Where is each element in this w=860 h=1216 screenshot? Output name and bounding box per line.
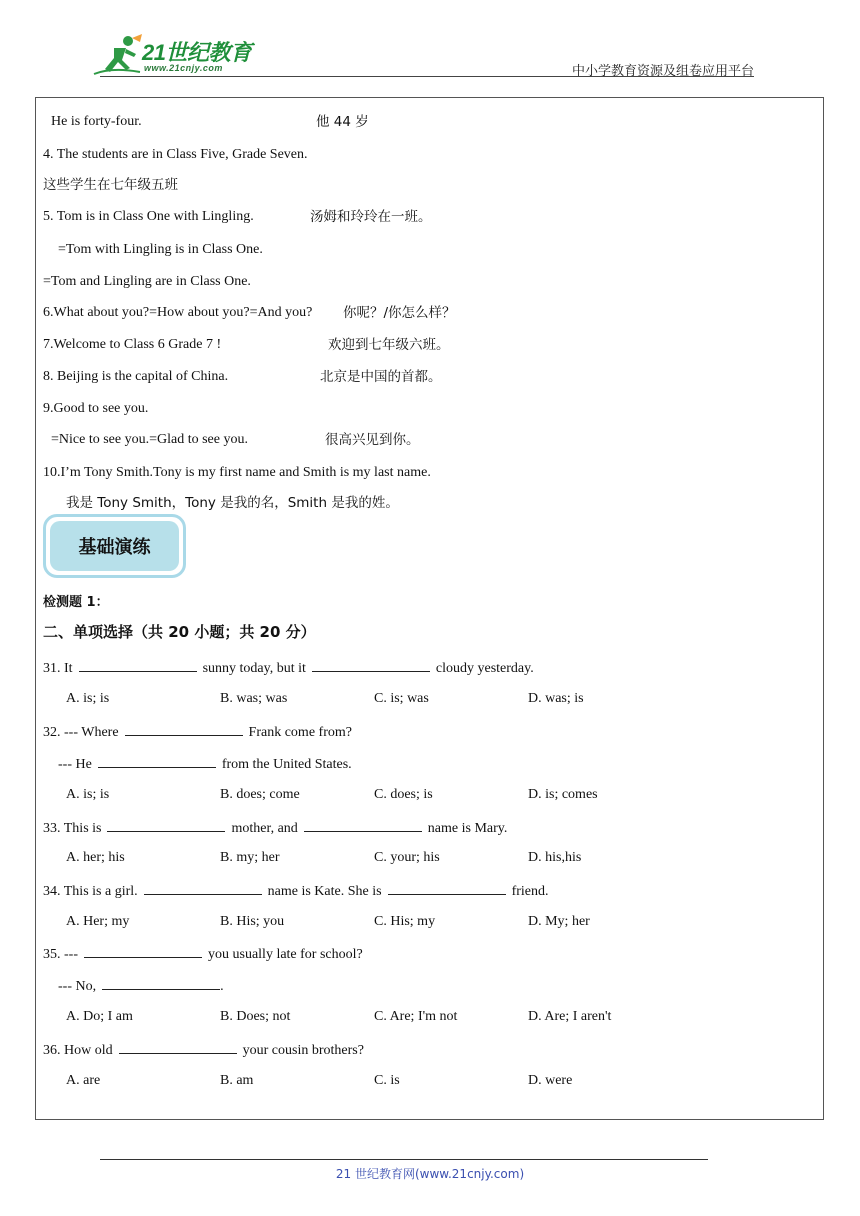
test-label bbox=[43, 593, 109, 612]
q31-option-b[interactable]: B. was; was bbox=[220, 691, 288, 706]
header-platform-text: 中小学教育资源及组卷应用平台 bbox=[571, 64, 754, 79]
q34-part-b: name is Kate. She is bbox=[267, 884, 382, 899]
question-35 bbox=[43, 944, 363, 964]
phrase-line-8-en: 8. Beijing is the capital of China. bbox=[43, 369, 229, 384]
question-32-line2 bbox=[58, 754, 352, 774]
q32-part-b: Frank come from? bbox=[248, 725, 352, 740]
question-31 bbox=[43, 658, 534, 678]
q32-line2-part-a: --- He bbox=[58, 757, 92, 772]
section-title: 二、单项选择（共 20 小题；共 20 分） bbox=[43, 623, 316, 641]
q34-option-c[interactable]: C. His; my bbox=[374, 914, 436, 929]
q35-option-a[interactable]: A. Do; I am bbox=[66, 1009, 133, 1024]
q35-line2-part-a: --- No, bbox=[58, 979, 97, 994]
question-35-line2 bbox=[58, 976, 224, 996]
q34-option-a[interactable]: A. Her; my bbox=[66, 914, 130, 929]
answer-blank[interactable] bbox=[304, 818, 422, 832]
footer-link[interactable]: 21 世纪教育网(www.21cnjy.com) bbox=[335, 1167, 525, 1181]
q32-part-a: 32. --- Where bbox=[43, 725, 119, 740]
q31-part-c: cloudy yesterday. bbox=[435, 661, 534, 676]
q35-option-d[interactable]: D. Are; I aren't bbox=[528, 1009, 612, 1024]
phrase-line-5-alt2: =Tom and Lingling are in Class One. bbox=[43, 274, 251, 289]
logo-text: 21世纪教育 bbox=[142, 40, 252, 65]
q35-part-b: you usually late for school? bbox=[208, 947, 363, 962]
q33-part-a: 33. This is bbox=[43, 821, 102, 836]
phrase-line-7-cn: 欢迎到七年级六班。 bbox=[328, 337, 450, 353]
q31-part-a: 31. It bbox=[43, 661, 73, 676]
phrase-line-10-cn: 我是 Tony Smith，Tony 是我的名，Smith 是我的姓。 bbox=[66, 495, 399, 511]
q32-option-c[interactable]: C. does; is bbox=[374, 787, 433, 802]
question-33 bbox=[43, 818, 507, 838]
q31-option-c[interactable]: C. is; was bbox=[374, 691, 429, 706]
phrase-line-5-cn: 汤姆和玲玲在一班。 bbox=[310, 209, 432, 225]
footer-divider bbox=[100, 1159, 708, 1160]
phrase-line-9-alt: =Nice to see you.=Glad to see you. bbox=[51, 432, 248, 447]
phrase-line-4-cn: 这些学生在七年级五班 bbox=[43, 177, 178, 193]
phrase-line-7-en: 7.Welcome to Class 6 Grade 7 ! bbox=[43, 337, 222, 352]
q35-option-b[interactable]: B. Does; not bbox=[220, 1009, 291, 1024]
phrase-line-5-en: 5. Tom is in Class One with Lingling. bbox=[43, 209, 254, 224]
q36-part-a: 36. How old bbox=[43, 1043, 113, 1058]
logo-url: www.21cnjy.com bbox=[144, 63, 223, 73]
phrase-line-1-en: He is forty-four. bbox=[51, 114, 142, 129]
question-36 bbox=[43, 1040, 364, 1060]
phrase-line-8-cn: 北京是中国的首都。 bbox=[320, 369, 442, 385]
answer-blank[interactable] bbox=[102, 976, 220, 990]
q35-part-a: 35. --- bbox=[43, 947, 78, 962]
logo bbox=[92, 34, 267, 78]
q35-option-c[interactable]: C. Are; I'm not bbox=[374, 1009, 458, 1024]
q31-option-a[interactable]: A. is; is bbox=[66, 691, 110, 706]
test-label-text: 检测题 1： bbox=[43, 595, 109, 610]
q36-option-b[interactable]: B. am bbox=[220, 1073, 254, 1088]
phrase-line-6-en: 6.What about you?=How about you?=And you? bbox=[43, 305, 313, 320]
phrase-line-4-en: 4. The students are in Class Five, Grade Seven. bbox=[43, 147, 308, 162]
q33-option-a[interactable]: A. her; his bbox=[66, 850, 125, 865]
answer-blank[interactable] bbox=[125, 722, 243, 736]
q32-option-b[interactable]: B. does; come bbox=[220, 787, 300, 802]
q33-option-c[interactable]: C. your; his bbox=[374, 850, 440, 865]
section-badge-label: 基础演练 bbox=[78, 537, 151, 558]
answer-blank[interactable] bbox=[119, 1040, 237, 1054]
q33-part-c: name is Mary. bbox=[427, 821, 508, 836]
q33-part-b: mother, and bbox=[231, 821, 298, 836]
section-badge-fill bbox=[50, 521, 179, 571]
q34-part-c: friend. bbox=[511, 884, 549, 899]
answer-blank[interactable] bbox=[84, 944, 202, 958]
q35-line2-part-b: . bbox=[220, 979, 224, 994]
q36-option-c[interactable]: C. is bbox=[374, 1073, 400, 1088]
q34-option-b[interactable]: B. His; you bbox=[220, 914, 285, 929]
q31-option-d[interactable]: D. was; is bbox=[528, 691, 584, 706]
phrase-line-10-en: 10.I’m Tony Smith.Tony is my first name and Smith is my last name. bbox=[43, 465, 431, 480]
q32-line2-part-b: from the United States. bbox=[221, 757, 352, 772]
answer-blank[interactable] bbox=[388, 881, 506, 895]
phrase-line-9-en: 9.Good to see you. bbox=[43, 401, 149, 416]
section-badge bbox=[43, 514, 186, 578]
page-header bbox=[0, 0, 860, 90]
q32-option-d[interactable]: D. is; comes bbox=[528, 787, 598, 802]
q33-option-d[interactable]: D. his,his bbox=[528, 850, 582, 865]
answer-blank[interactable] bbox=[144, 881, 262, 895]
q32-option-a[interactable]: A. is; is bbox=[66, 787, 110, 802]
q34-part-a: 34. This is a girl. bbox=[43, 884, 138, 899]
answer-blank[interactable] bbox=[107, 818, 225, 832]
runner-icon bbox=[92, 34, 144, 78]
answer-blank[interactable] bbox=[79, 658, 197, 672]
phrase-line-5-alt1: =Tom with Lingling is in Class One. bbox=[58, 242, 263, 257]
q34-option-d[interactable]: D. My; her bbox=[528, 914, 590, 929]
phrase-line-6-cn: 你呢？/你怎么样？ bbox=[343, 305, 456, 321]
answer-blank[interactable] bbox=[312, 658, 430, 672]
q36-option-a[interactable]: A. are bbox=[66, 1073, 101, 1088]
question-32 bbox=[43, 722, 352, 742]
q36-option-d[interactable]: D. were bbox=[528, 1073, 573, 1088]
q36-part-b: your cousin brothers? bbox=[242, 1043, 364, 1058]
q33-option-b[interactable]: B. my; her bbox=[220, 850, 280, 865]
phrase-line-9-cn: 很高兴见到你。 bbox=[325, 432, 420, 448]
answer-blank[interactable] bbox=[98, 754, 216, 768]
header-divider bbox=[100, 76, 754, 77]
question-34 bbox=[43, 881, 549, 901]
q31-part-b: sunny today, but it bbox=[202, 661, 306, 676]
phrase-line-1-cn: 他 44 岁 bbox=[316, 114, 369, 130]
